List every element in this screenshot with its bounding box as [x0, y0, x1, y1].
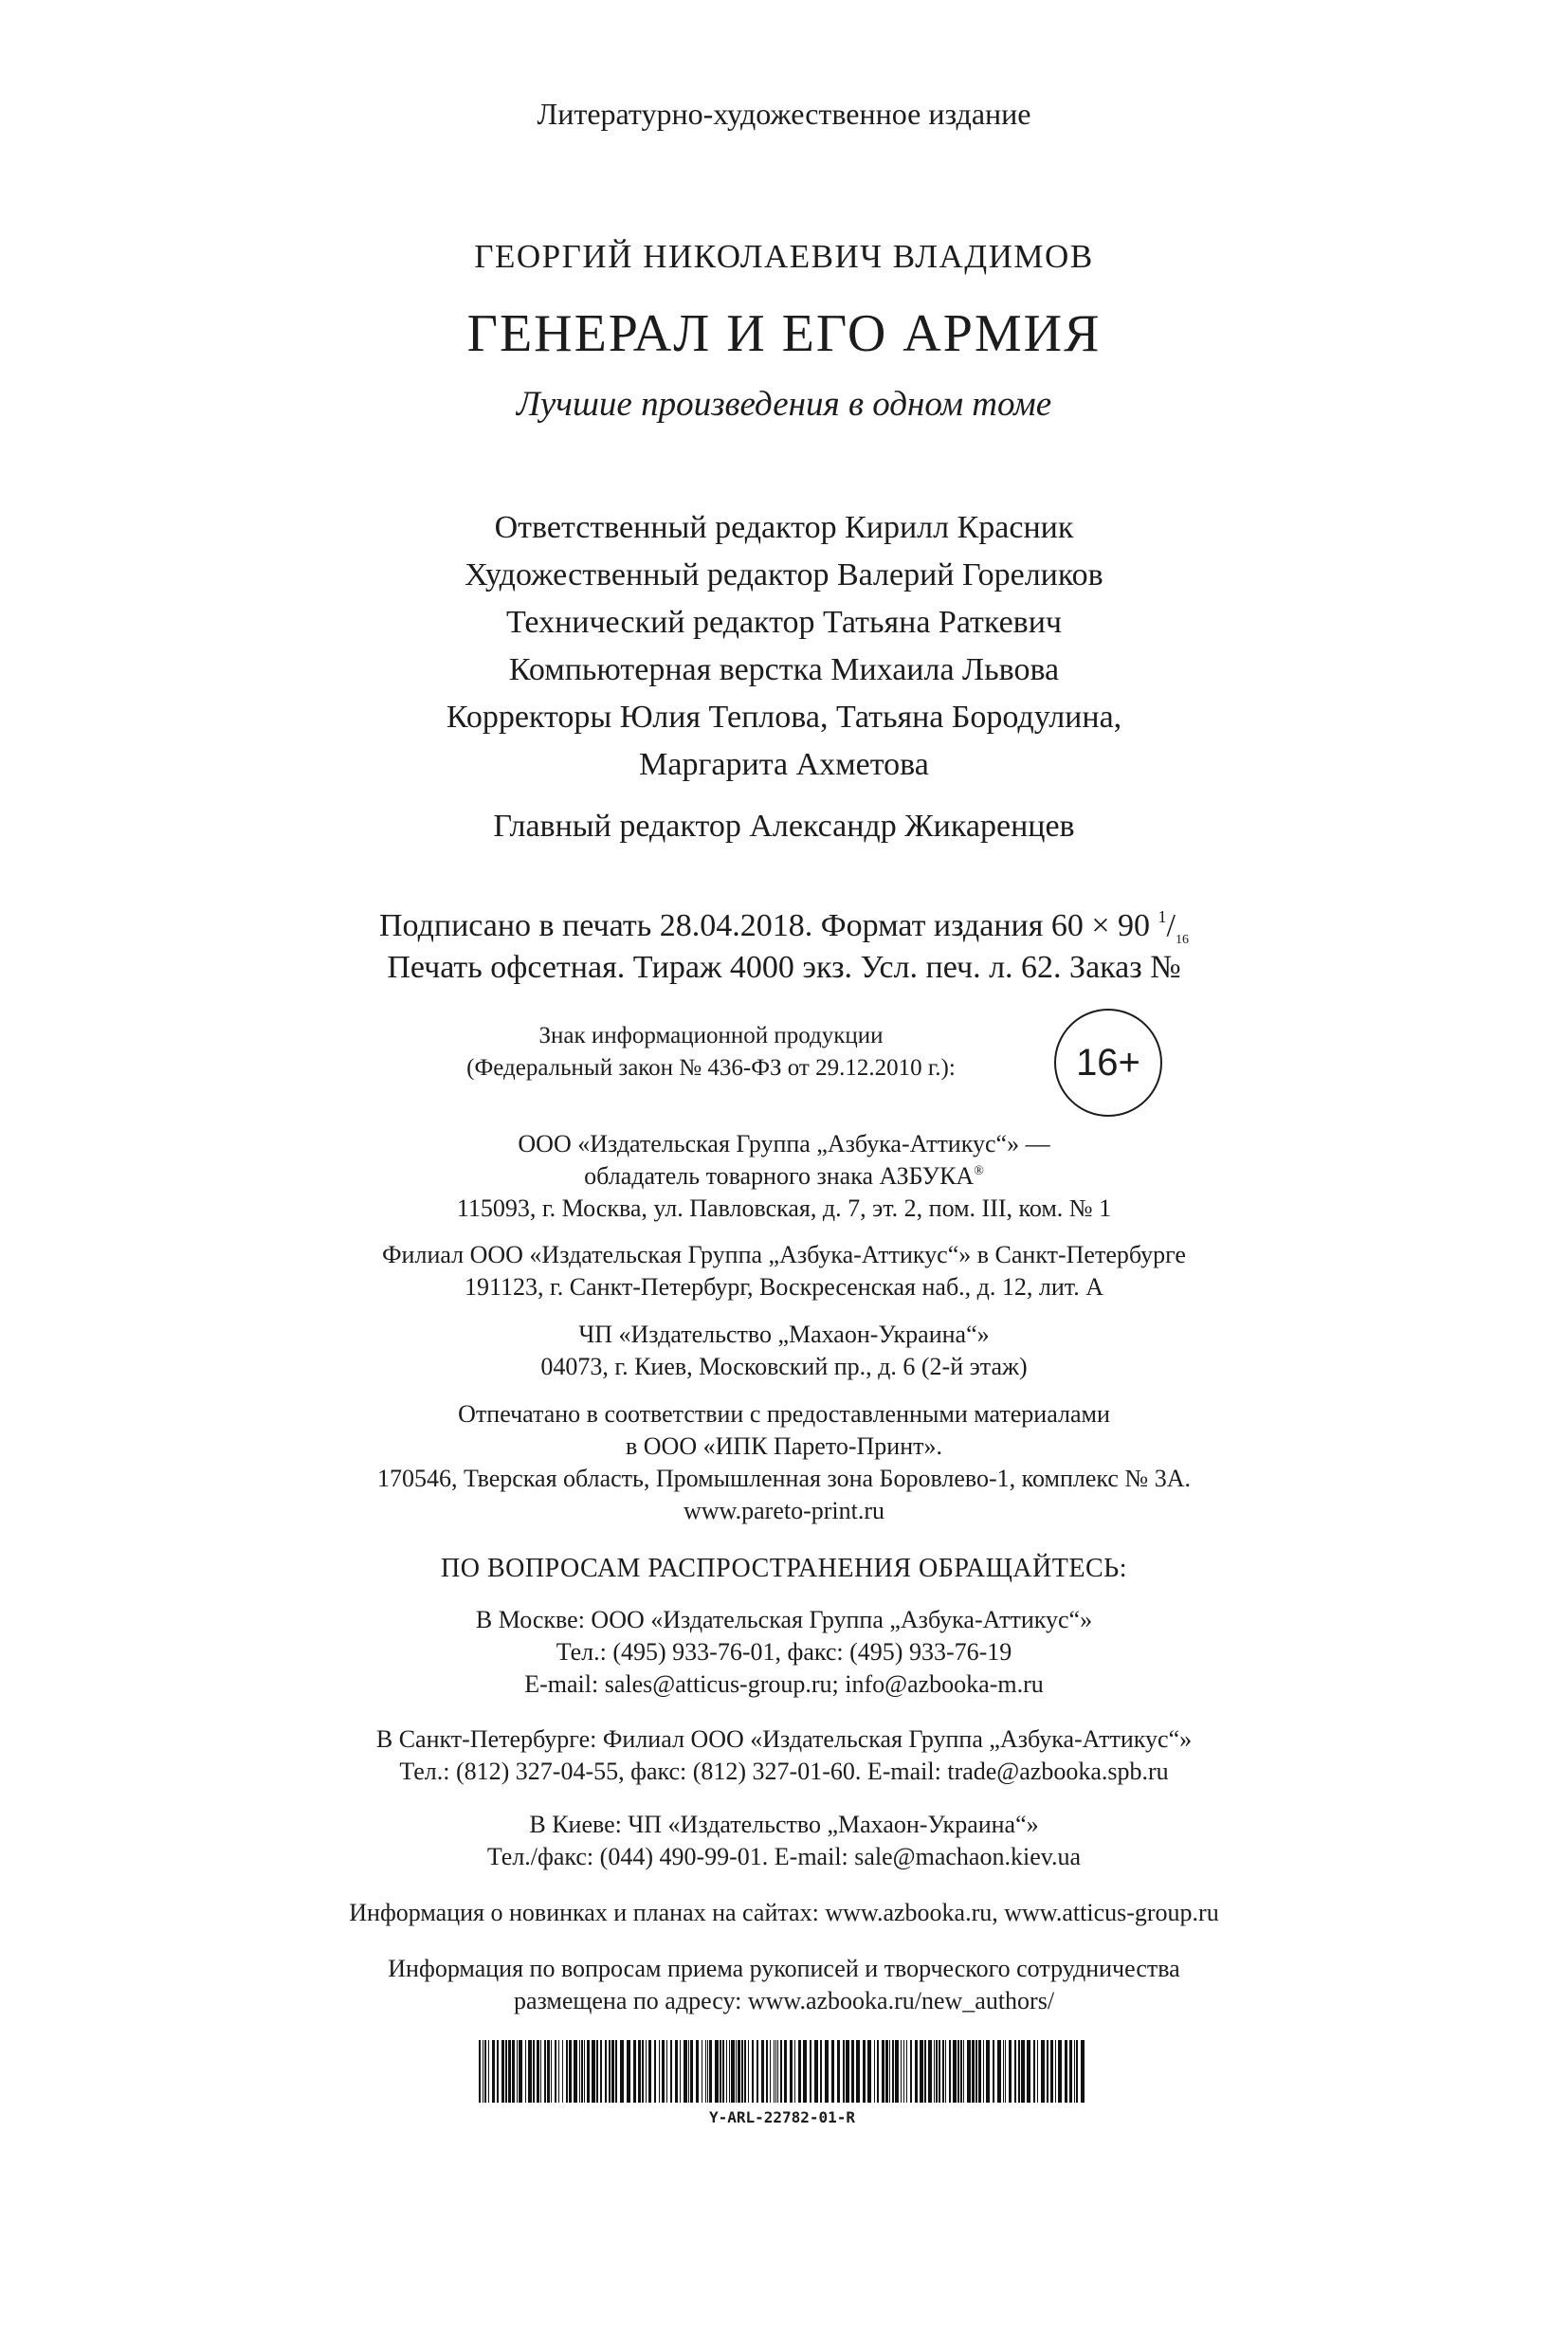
barcode-bar	[798, 2040, 801, 2103]
age-rating-badge: 16+	[1054, 1009, 1162, 1117]
barcode-bar	[501, 2040, 504, 2103]
barcode-bar	[587, 2040, 590, 2103]
barcode-bar	[1021, 2040, 1025, 2103]
credit-line: Маргарита Ахметова	[639, 747, 929, 782]
manuscripts-info: Информация по вопросам приема рукописей и творческого сотрудничества	[388, 1955, 1180, 1982]
barcode-bar	[638, 2040, 641, 2103]
barcode-bar	[775, 2040, 776, 2103]
barcode-bar	[851, 2040, 854, 2103]
barcode-bar	[777, 2040, 778, 2103]
barcode-bar	[662, 2040, 665, 2103]
barcode-bar	[837, 2040, 840, 2103]
barcode-bar	[648, 2040, 651, 2103]
barcode-bar	[574, 2040, 577, 2103]
barcode-bar	[562, 2040, 563, 2103]
barcode-bar	[803, 2040, 807, 2103]
barcode-bar	[620, 2040, 624, 2103]
barcode-bar	[874, 2040, 875, 2103]
barcode-bar	[609, 2040, 611, 2103]
barcode-bar	[892, 2040, 894, 2103]
barcode-bar	[957, 2040, 959, 2103]
barcode-bar	[825, 2040, 829, 2103]
format-denominator: 16	[1175, 933, 1189, 947]
barcode-bar	[741, 2040, 743, 2103]
barcode-bar	[579, 2040, 580, 2103]
barcode-bar	[1047, 2040, 1048, 2103]
barcode-bar	[688, 2040, 689, 2103]
barcode-bar	[600, 2040, 602, 2103]
barcode-bar	[885, 2040, 888, 2103]
barcode-bar	[877, 2040, 879, 2103]
barcode-bar	[566, 2040, 568, 2103]
barcode-bar	[709, 2040, 712, 2103]
barcode-bar	[484, 2040, 486, 2103]
barcode-bar	[949, 2040, 951, 2103]
barcode-bar	[492, 2040, 495, 2103]
barcode-bar	[512, 2040, 515, 2103]
barcode-bar	[670, 2040, 672, 2103]
barcode-bar	[748, 2040, 749, 2103]
barcode-bar	[729, 2040, 730, 2103]
barcode-bar	[690, 2040, 693, 2103]
barcode-bar	[537, 2040, 539, 2103]
barcode-bar	[1076, 2040, 1078, 2103]
book-subtitle: Лучшие произведения в одном томе	[516, 385, 1052, 424]
publisher-line-1: ООО «Издательская Группа „Азбука-Аттикус“» —	[518, 1130, 1050, 1157]
barcode-bar	[584, 2040, 585, 2103]
barcode-bar	[863, 2040, 866, 2103]
barcode-bar	[1069, 2040, 1072, 2103]
barcode-bar	[924, 2040, 926, 2103]
barcode-bar	[1037, 2040, 1038, 2103]
barcode-bar	[997, 2040, 1001, 2103]
barcode-bar	[942, 2040, 944, 2103]
barcode-bar	[596, 2040, 598, 2103]
barcode-bar	[920, 2040, 923, 2103]
barcode-bar	[488, 2040, 489, 2103]
publisher-address: 115093, г. Москва, ул. Павловская, д. 7, эт. 2, пом. III, ком. № 1	[456, 1194, 1112, 1222]
barcode-bar	[569, 2040, 572, 2103]
barcode-bar	[784, 2040, 787, 2103]
barcode-bar	[715, 2040, 719, 2103]
barcode-bar	[814, 2040, 818, 2103]
barcode-bar	[903, 2040, 904, 2103]
barcode-bar	[533, 2040, 535, 2103]
barcode-bar	[1041, 2040, 1045, 2103]
barcode-bar	[906, 2040, 907, 2103]
barcode-bar	[889, 2040, 890, 2103]
format-numerator: 1	[1158, 907, 1167, 926]
barcode-bar	[1058, 2040, 1062, 2103]
barcode-bar	[726, 2040, 727, 2103]
barcode-bar	[544, 2040, 546, 2103]
barcode-bar	[519, 2040, 522, 2103]
printer-website: www.pareto-print.ru	[683, 1497, 885, 1524]
barcode-bar	[928, 2040, 932, 2103]
print-info-line-2: Печать офсетная. Тираж 4000 экз. Усл. печ. л. 62. Заказ №	[387, 950, 1181, 985]
barcode-bar	[611, 2040, 614, 2103]
credit-line: Компьютерная верстка Михаила Львова	[508, 652, 1060, 687]
chief-editor: Главный редактор Александр Жикаренцев	[493, 809, 1075, 844]
barcode-bar	[642, 2040, 644, 2103]
barcode-bar	[592, 2040, 595, 2103]
barcode-bar	[895, 2040, 899, 2103]
barcode-code: Y-ARL-22782-01-R	[708, 2108, 856, 2126]
barcode-bar	[986, 2040, 990, 2103]
barcode-bar	[744, 2040, 746, 2103]
distribution-heading: ПО ВОПРОСАМ РАСПРОСТРАНЕНИЯ ОБРАЩАЙТЕСЬ:	[441, 1554, 1127, 1583]
branch-kiev-address: 04073, г. Киев, Московский пр., д. 6 (2-й этаж)	[540, 1353, 1028, 1380]
barcode-bar	[856, 2040, 860, 2103]
format-slash: /	[1166, 908, 1176, 943]
barcode-bar	[936, 2040, 938, 2103]
barcode-bar	[675, 2040, 678, 2103]
barcode-bar	[963, 2040, 964, 2103]
barcode-bar	[790, 2040, 793, 2103]
info-sites: Информация о новинках и планах на сайтах: www.azbooka.ru, www.atticus-group.ru	[349, 1899, 1219, 1926]
barcode-bar	[517, 2040, 518, 2103]
barcode-bar	[696, 2040, 699, 2103]
barcode-bar	[558, 2040, 559, 2103]
barcode	[479, 2040, 1085, 2135]
barcode-bar	[1065, 2040, 1067, 2103]
barcode-bar	[975, 2040, 977, 2103]
barcode-bars	[479, 2040, 1085, 2103]
barcode-bar	[901, 2040, 902, 2103]
barcode-bar	[508, 2040, 511, 2103]
barcode-bar	[915, 2040, 918, 2103]
barcode-bar	[633, 2040, 636, 2103]
branch-kiev-name: ЧП «Издательство „Махаон-Украина“»	[578, 1321, 990, 1348]
barcode-bar	[1027, 2040, 1030, 2103]
barcode-bar	[547, 2040, 550, 2103]
edition-type: Литературно-художественное издание	[537, 97, 1031, 131]
credit-line: Технический редактор Татьяна Раткевич	[505, 605, 1063, 640]
barcode-bar	[720, 2040, 721, 2103]
info-sign-law: (Федеральный закон № 436-ФЗ от 29.12.2010 г.):	[466, 1055, 956, 1081]
distribution-moscow: В Москве: ООО «Издательская Группа „Азбука-Аттикус“»	[475, 1606, 1093, 1633]
barcode-bar	[939, 2040, 940, 2103]
distribution-kiev-contacts: Тел./факс: (044) 490-99-01. E-mail: sale@machaon.kiev.ua	[486, 1843, 1082, 1870]
printer-line-1: Отпечатано в соответствии с предоставленными материалами	[458, 1400, 1110, 1428]
printer-line-2: в ООО «ИПК Парето-Принт».	[625, 1432, 942, 1460]
barcode-bar	[831, 2040, 834, 2103]
barcode-bar	[780, 2040, 782, 2103]
barcode-bar	[910, 2040, 912, 2103]
barcode-bar	[551, 2040, 552, 2103]
barcode-bar	[1033, 2040, 1035, 2103]
barcode-bar	[722, 2040, 724, 2103]
barcode-bar	[525, 2040, 526, 2103]
publisher-line-2	[0, 1164, 1568, 1189]
barcode-bar	[761, 2040, 764, 2103]
barcode-bar	[505, 2040, 507, 2103]
distribution-kiev: В Киеве: ЧП «Издательство „Махаон-Украина“»	[529, 1811, 1039, 1838]
barcode-bar	[738, 2040, 740, 2103]
distribution-moscow-email: E-mail: sales@atticus-group.ru; info@azbooka-m.ru	[524, 1670, 1044, 1698]
barcode-bar	[736, 2040, 737, 2103]
barcode-bar	[810, 2040, 811, 2103]
barcode-bar	[659, 2040, 660, 2103]
barcode-bar	[843, 2040, 845, 2103]
print-info-main: Подписано в печать 28.04.2018. Формат издания 60 × 90	[379, 908, 1151, 943]
barcode-bar	[794, 2040, 795, 2103]
distribution-spb: В Санкт-Петербурге: Филиал ООО «Издательская Группа „Азбука-Аттикус“»	[375, 1725, 1193, 1753]
registered-trademark-icon: ®	[974, 1164, 984, 1178]
barcode-bar	[731, 2040, 735, 2103]
barcode-bar	[707, 2040, 708, 2103]
barcode-bar	[882, 2040, 884, 2103]
barcode-bar	[1018, 2040, 1020, 2103]
barcode-bar	[497, 2040, 499, 2103]
barcode-bar	[479, 2040, 481, 2103]
credit-line: Ответственный редактор Кирилл Красник	[494, 510, 1074, 545]
barcode-bar	[654, 2040, 656, 2103]
barcode-bar	[867, 2040, 871, 2103]
author-name: ГЕОРГИЙ НИКОЛАЕВИЧ ВЛАДИМОВ	[474, 238, 1094, 275]
barcode-bar	[1074, 2040, 1075, 2103]
barcode-bar	[978, 2040, 981, 2103]
barcode-bar	[752, 2040, 754, 2103]
barcode-bar	[1003, 2040, 1004, 2103]
barcode-bar	[945, 2040, 946, 2103]
barcode-bar	[770, 2040, 771, 2103]
info-sign-label: Знак информационной продукции	[538, 1023, 884, 1048]
branch-spb-name: Филиал ООО «Издательская Группа „Азбука-Аттикус“» в Санкт-Петербурге	[382, 1241, 1186, 1268]
branch-spb-address: 191123, г. Санкт-Петербург, Воскресенская наб., д. 12, лит. А	[465, 1273, 1103, 1301]
book-title: ГЕНЕРАЛ И ЕГО АРМИЯ	[466, 304, 1102, 363]
distribution-spb-contacts: Тел.: (812) 327-04-55, факс: (812) 327-01-60. E-mail: trade@azbooka.spb.ru	[399, 1758, 1169, 1785]
barcode-bar	[680, 2040, 681, 2103]
barcode-bar	[605, 2040, 607, 2103]
barcode-bar	[666, 2040, 667, 2103]
barcode-bar	[960, 2040, 962, 2103]
barcode-bar	[766, 2040, 768, 2103]
barcode-bar	[1005, 2040, 1006, 2103]
barcode-bar	[820, 2040, 822, 2103]
barcode-bar	[846, 2040, 849, 2103]
printer-address: 170546, Тверская область, Промышленная зона Боровлево-1, комплекс № 3А.	[377, 1465, 1191, 1492]
barcode-bar	[705, 2040, 706, 2103]
barcode-bar	[581, 2040, 583, 2103]
barcode-bar	[934, 2040, 935, 2103]
barcode-bar	[953, 2040, 957, 2103]
manuscripts-address: размещена по адресу: www.azbooka.ru/new_authors/	[513, 1987, 1055, 2014]
barcode-bar	[627, 2040, 630, 2103]
barcode-bar	[1055, 2040, 1056, 2103]
barcode-bar	[1050, 2040, 1053, 2103]
barcode-bar	[646, 2040, 647, 2103]
barcode-bar	[555, 2040, 556, 2103]
barcode-bar	[528, 2040, 532, 2103]
barcode-bar	[983, 2040, 984, 2103]
distribution-moscow-phone: Тел.: (495) 933-76-01, факс: (495) 933-76-19	[556, 1638, 1012, 1666]
publisher-trademark-text: обладатель товарного знака АЗБУКА	[584, 1162, 975, 1190]
barcode-bar	[540, 2040, 541, 2103]
barcode-bar	[774, 2040, 775, 2103]
info-sign-block	[398, 1020, 1043, 1105]
barcode-bar	[684, 2040, 687, 2103]
barcode-bar	[1009, 2040, 1012, 2103]
barcode-bar	[757, 2040, 758, 2103]
barcode-bar	[1014, 2040, 1016, 2103]
print-info-line-1	[0, 908, 1568, 947]
barcode-bar	[993, 2040, 994, 2103]
barcode-bar	[972, 2040, 975, 2103]
credit-line: Художественный редактор Валерий Гореликов	[465, 557, 1103, 592]
barcode-bar	[615, 2040, 617, 2103]
credit-line: Корректоры Юлия Теплова, Татьяна Бородулина,	[446, 700, 1122, 735]
barcode-bar	[1081, 2040, 1085, 2103]
barcode-bar	[967, 2040, 971, 2103]
